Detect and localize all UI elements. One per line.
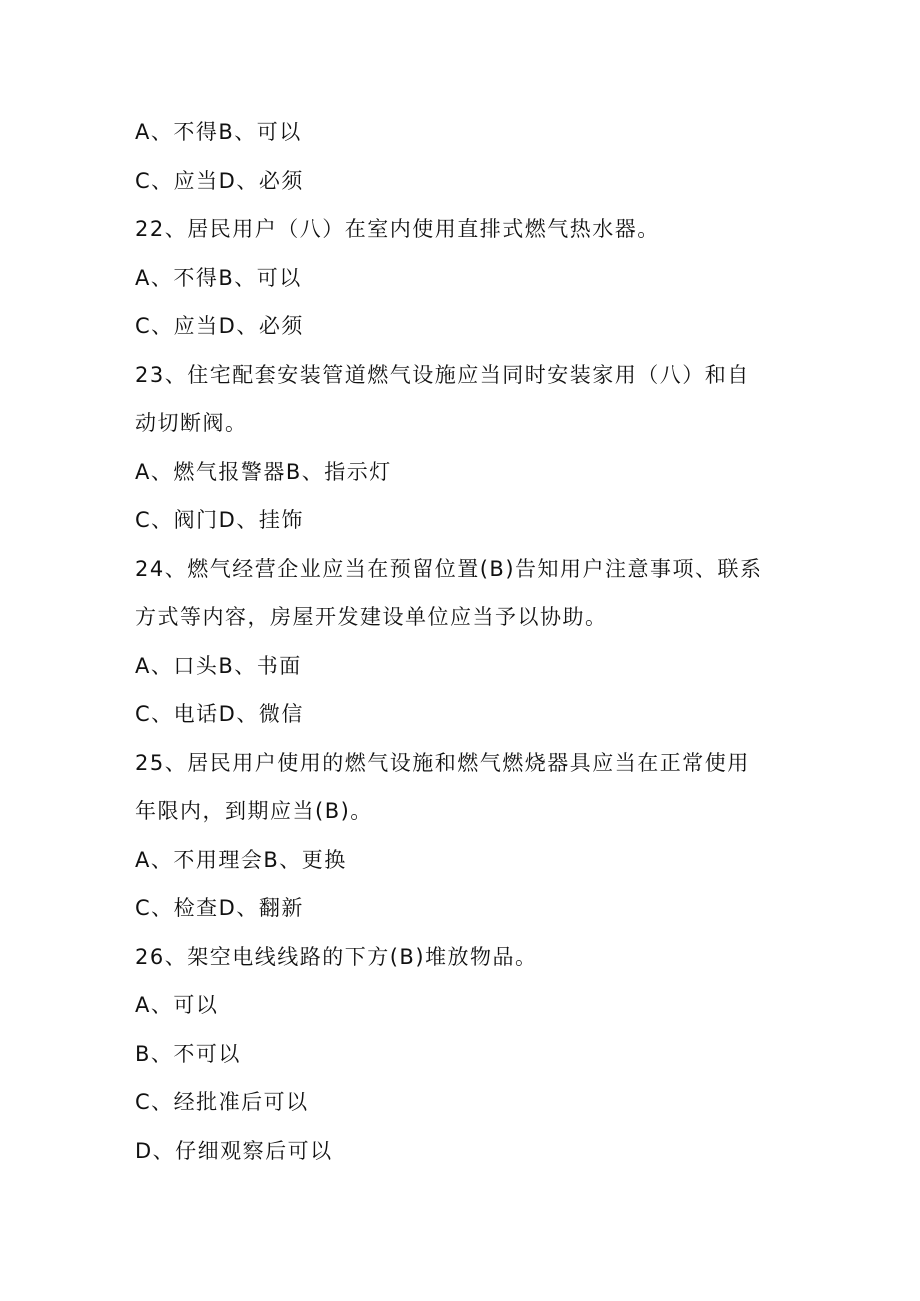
text-line: C、应当D、必须 (135, 314, 304, 338)
text-line: C、经批准后可以 (135, 1090, 309, 1114)
question-25: 25、居民用户使用的燃气设施和燃气燃烧器具应当在正常使用 (135, 750, 750, 775)
document-body (135, 108, 785, 1175)
text-line: C、应当D、必须 (135, 168, 304, 193)
text-line: A、不得B、可以 (135, 120, 302, 144)
text-line: 方式等内容，房屋开发建设单位应当予以协助。 (135, 605, 608, 629)
text-line: D、仔细观察后可以 (135, 1138, 333, 1163)
text-line: C、电话D、微信 (135, 702, 304, 726)
question-22: 22、居民用户（八）在室内使用直排式燃气热水器。 (135, 217, 660, 241)
text-line: C、阀门D、挂饰 (135, 508, 304, 532)
text-line: A、口头B、书面 (135, 653, 302, 678)
text-line: C、检查D、翻新 (135, 896, 304, 920)
text-line: A、燃气报警器B、指示灯 (135, 459, 392, 484)
text-line: 动切断阀。 (135, 411, 248, 435)
text-line: 年限内，到期应当(B)。 (135, 799, 373, 823)
question-26: 26、架空电线线路的下方(B)堆放物品。 (135, 944, 538, 969)
text-line: A、不用理会B、更换 (135, 847, 347, 872)
question-23: 23、住宅配套安装管道燃气设施应当同时安装家用（八）和自 (135, 362, 750, 387)
question-24: 24、燃气经营企业应当在预留位置(B)告知用户注意事项、联系 (135, 556, 763, 581)
text-line: A、不得B、可以 (135, 265, 302, 290)
text-line: B、不可以 (135, 1041, 241, 1066)
text-line: A、可以 (135, 993, 219, 1017)
